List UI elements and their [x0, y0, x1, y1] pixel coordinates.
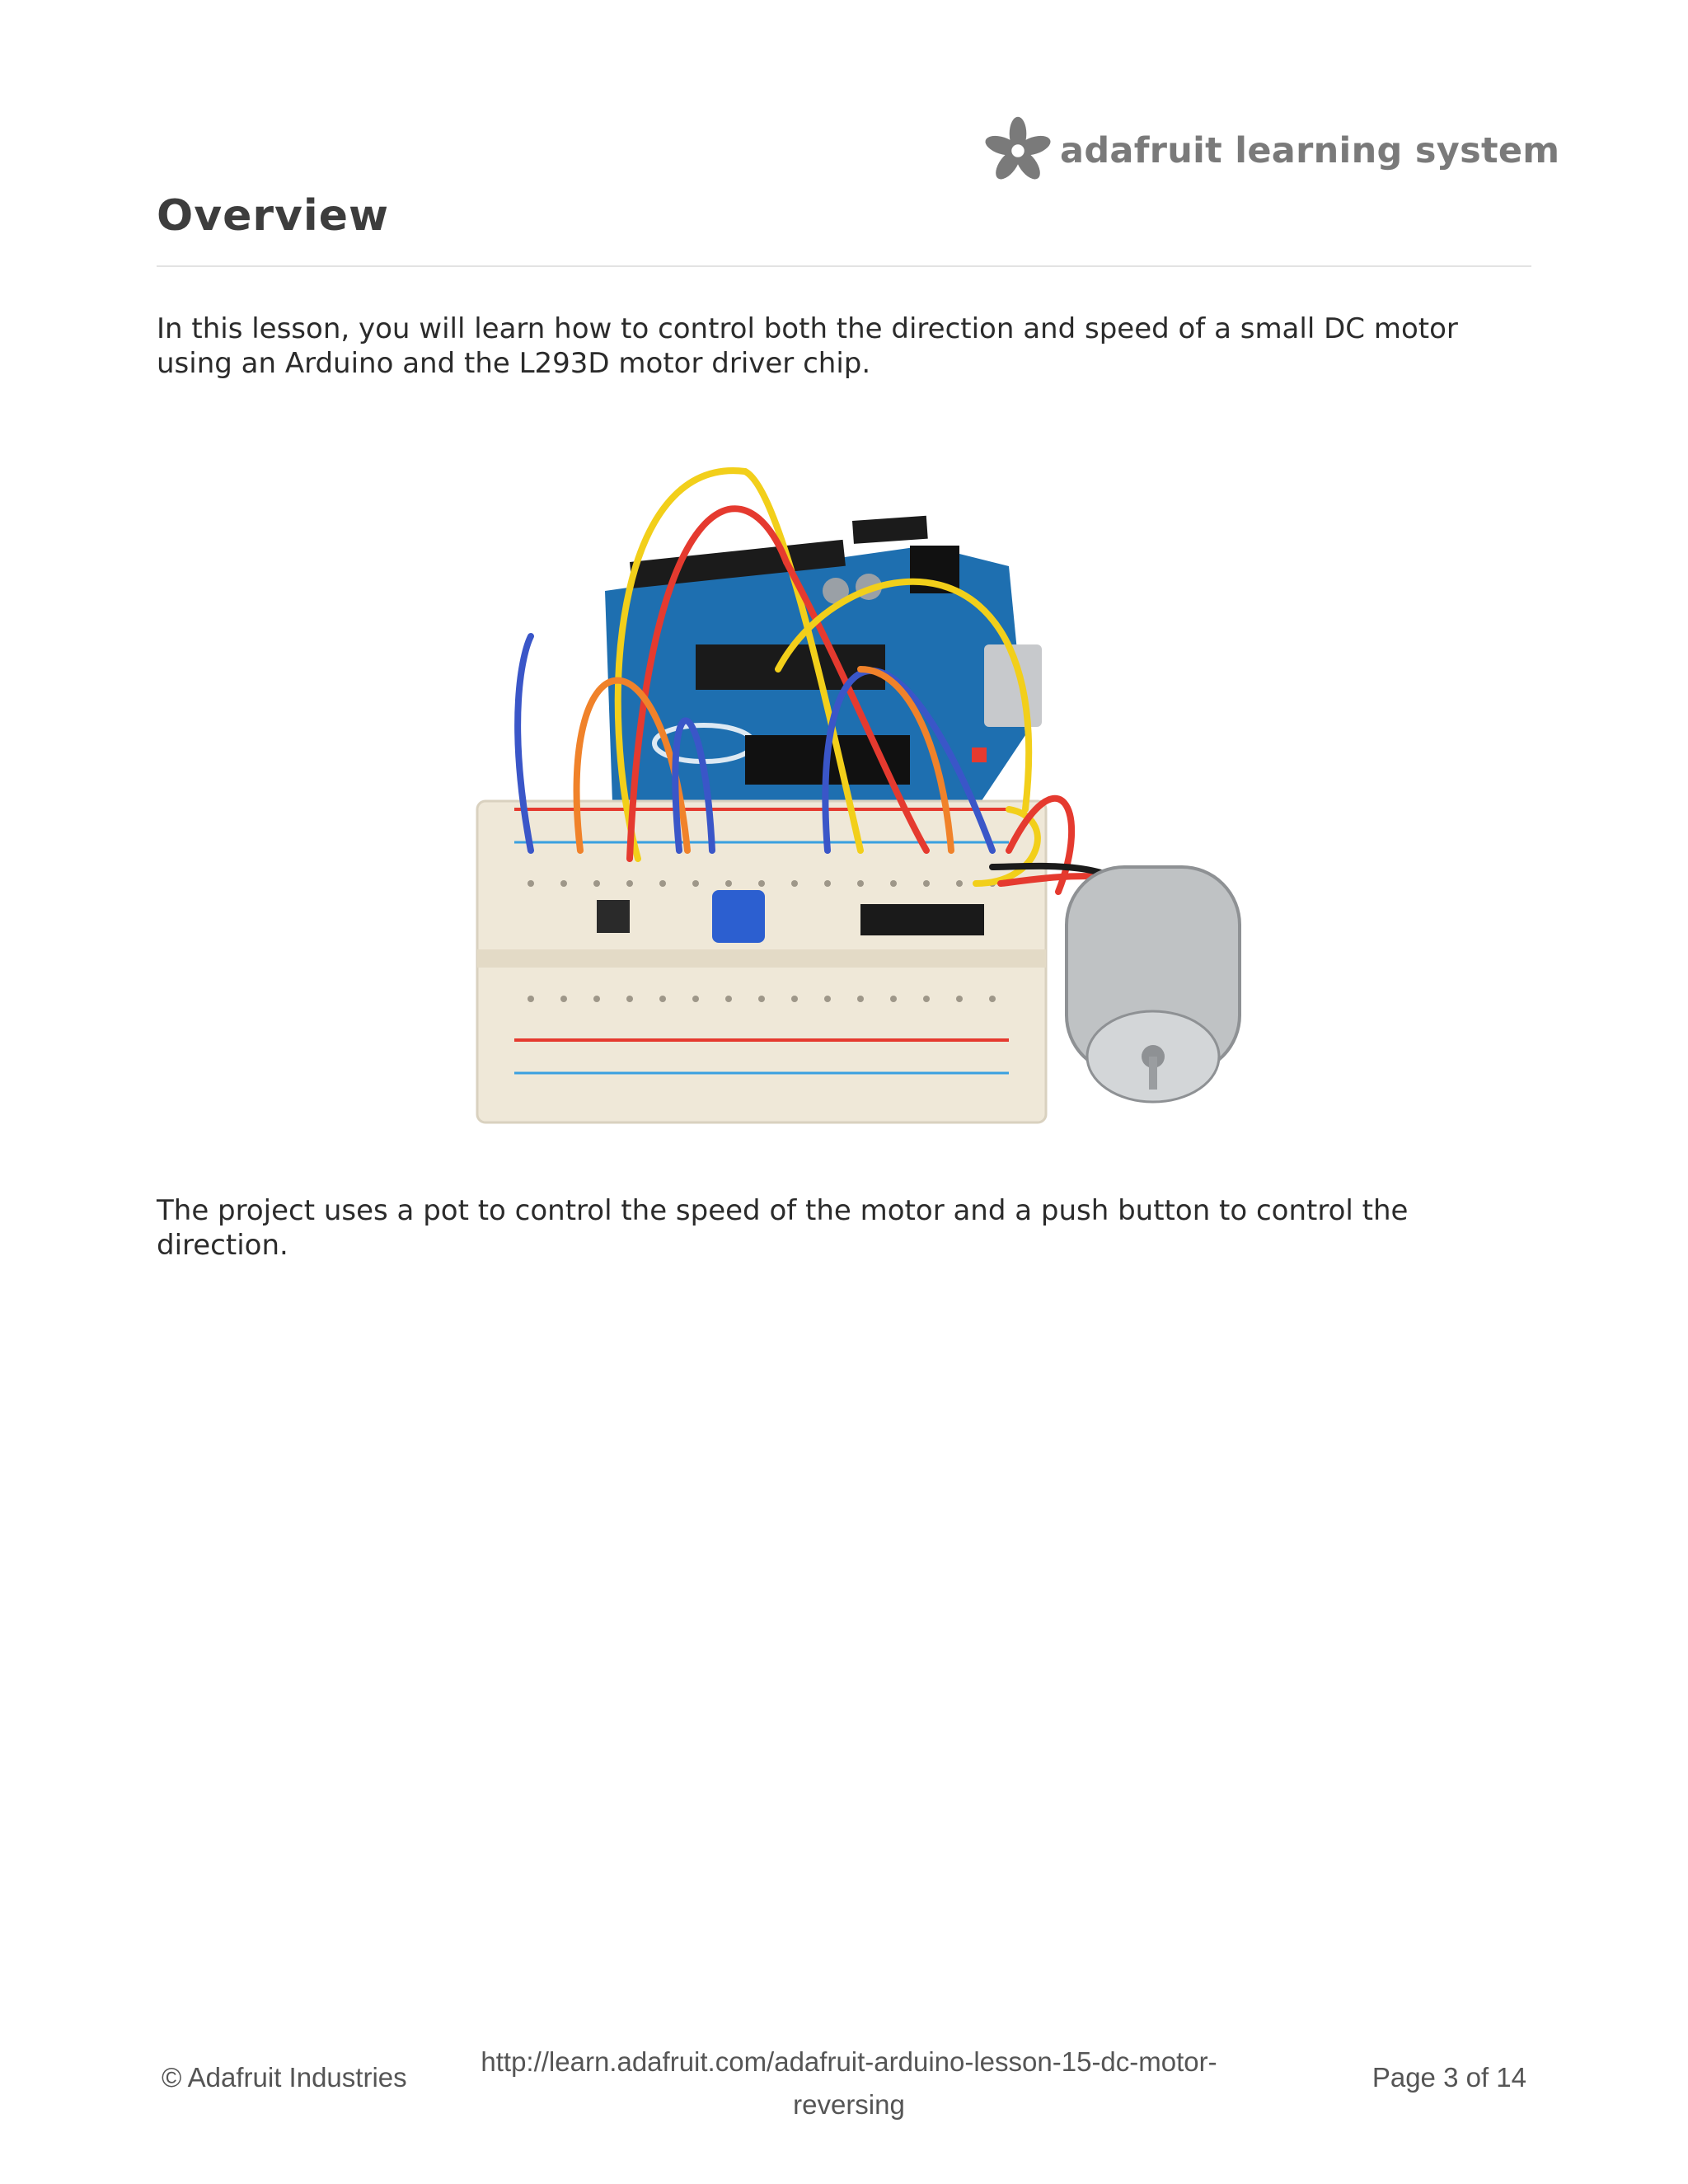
adafruit-logo [982, 115, 1560, 186]
dc-motor [1067, 867, 1240, 1102]
l293d-chip [860, 904, 984, 935]
push-button [597, 900, 630, 933]
footer-page-number: Page 3 of 14 [1372, 2062, 1526, 2093]
breadboard [477, 801, 1046, 1122]
footer-copyright: © Adafruit Industries [162, 2062, 407, 2093]
title-divider [157, 265, 1531, 267]
adafruit-flower-icon [982, 115, 1053, 186]
page-title: Overview [157, 191, 390, 241]
circuit-photo [432, 422, 1264, 1147]
details-paragraph: The project uses a pot to control the speed of the motor and a push button to control the direction. [157, 1194, 1409, 1262]
logo-text: adafruit learning system [1060, 130, 1560, 171]
intro-paragraph: In this lesson, you will learn how to control both the direction and speed of a small DC motor using an Arduino and the L293D motor driver chip. [157, 312, 1458, 380]
potentiometer [712, 890, 765, 943]
footer-url[interactable]: http://learn.adafruit.com/adafruit-arduino-lesson-15-dc-motor-reversing [481, 2046, 1217, 2120]
